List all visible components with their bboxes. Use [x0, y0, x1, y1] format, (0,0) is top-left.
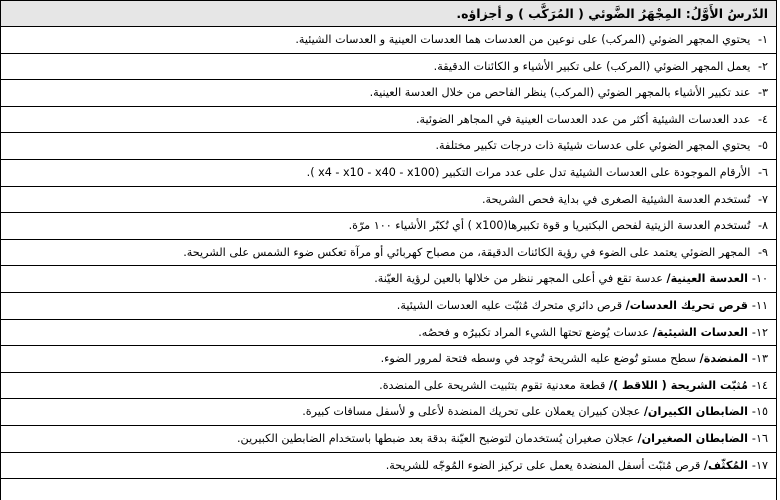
statement-number: ٤-	[757, 112, 768, 126]
statement-number: ١٢-	[751, 325, 768, 339]
statement-row	[1, 240, 776, 267]
statement-number: ١٧-	[751, 458, 768, 472]
statement-text: يعمل المجهر الضوئي (المركب) على تكبير الأشياء و الكائنات الدقيقة.	[433, 59, 754, 73]
statement-row	[1, 426, 776, 453]
statement-list	[1, 27, 776, 479]
statement-row	[1, 80, 776, 107]
statement-text: عند تكبير الأشياء بالمجهر الضوئي (المركب) ينظر الفاحص من خلال العدسة العينية.	[369, 86, 754, 100]
statement-text: يحتوي المجهر الضوئي (المركب) على نوعين من العدسات هما العدسات العينية و العدسات الشيئية.	[295, 33, 754, 46]
statement-number: ٧-	[757, 192, 768, 206]
statement-text: المجهر الضوئي يعتمد على الضوء في رؤية الكائنات الدقيقة، من مصباح كهربائي أو مرآة تعكس ضوء الشمس على الشريحة.	[183, 245, 754, 259]
statement-row	[1, 453, 776, 480]
statement-row	[1, 213, 776, 240]
statement-row	[1, 373, 776, 400]
statement-text: قرص دائري متحرك مُثبّت عليه العدسات الشيئية.	[396, 298, 626, 312]
statement-row	[1, 27, 776, 54]
statement-number: ٩-	[757, 245, 768, 259]
statement-term: الضابطان الصغيران/	[637, 431, 748, 445]
statement-text: الأرقام الموجودة على العدسات الشيئية تدل على عدد مرات التكبير (x4 - x10 - x40 - x100 ).	[306, 165, 754, 179]
statement-number: ٣-	[757, 86, 768, 100]
statement-number: ٥-	[757, 139, 768, 153]
statement-row	[1, 133, 776, 160]
statement-term: العدسات الشيئية/	[652, 325, 748, 339]
statement-text: عدسة تقع في أعلى المجهر ننظر من خلالها بالعين لرؤية العيّنة.	[374, 272, 667, 286]
statement-text: عدد العدسات الشيئية أكثر من عدد العدسات العينية في المجاهر الضوئية.	[416, 112, 754, 126]
statement-number: ١-	[757, 33, 768, 46]
statement-number: ١٦-	[751, 431, 768, 445]
statement-text: سطح مستو تُوضع عليه الشريحة تُوجد في وسطه فتحة لمرور الضوء.	[380, 352, 700, 366]
statement-term: العدسة العينية/	[666, 272, 748, 286]
statement-number: ٨-	[757, 219, 768, 233]
statement-row	[1, 187, 776, 214]
statement-number: ١١-	[751, 298, 768, 312]
statement-row	[1, 160, 776, 187]
statement-row	[1, 346, 776, 373]
statement-number: ١٥-	[751, 405, 768, 419]
statement-number: ٦-	[757, 165, 768, 179]
statement-row	[1, 266, 776, 293]
statement-text: قطعة معدنية تقوم بتثبيت الشريحة على المنضدة.	[379, 378, 609, 392]
statement-number: ٢-	[757, 59, 768, 73]
statement-text: عجلان كبيران يعملان على تحريك المنضدة لأعلى و لأسفل مسافات كبيرة.	[302, 405, 644, 419]
statement-number: ١٠-	[751, 272, 768, 286]
statement-term: المُكثّف/	[703, 458, 748, 472]
statement-number: ١٤-	[751, 378, 768, 392]
statement-row	[1, 54, 776, 81]
statement-text: تُستخدم العدسة الشيئية الصغرى في بداية فحص الشريحة.	[481, 192, 754, 206]
statement-text: قرص مُثبّت أسفل المنضدة يعمل على تركيز الضوء المُوجّه للشريحة.	[385, 458, 704, 472]
statement-term: قرص تحريك العدسات/	[625, 298, 748, 312]
statement-text: عجلان صغيران يُستخدمان لتوضيح العيّنة بدقة بعد ضبطها باستخدام الضابطين الكبيرين.	[237, 431, 638, 445]
statement-text: تُستخدم العدسة الزيتية لفحص البكتيريا و قوة تكبيرها(x100 ) أي تُكبّر الأشياء ١٠٠ مرّة.	[348, 219, 754, 233]
statement-row	[1, 399, 776, 426]
statement-term: الضابطان الكبيران/	[643, 405, 748, 419]
statement-text: يحتوي المجهر الضوئي على عدسات شيئية ذات درجات تكبير مختلفة.	[435, 139, 754, 153]
statement-row	[1, 107, 776, 134]
statement-text: عدسات يُوضع تحتها الشيء المراد تكبيرُه و فحصُه.	[418, 325, 653, 339]
statement-number: ١٣-	[751, 352, 768, 366]
statement-term: مُثبّت الشريحة ( اللاقط )/	[608, 378, 748, 392]
statement-row	[1, 320, 776, 347]
statement-row	[1, 293, 776, 320]
statement-term: المنضدة/	[699, 352, 748, 366]
lesson-title: الدّرسُ الأَوَّلُ: المِجْهَرُ الضَّوئي ( المُرَكَّب ) و أجزاؤه.	[1, 0, 776, 27]
